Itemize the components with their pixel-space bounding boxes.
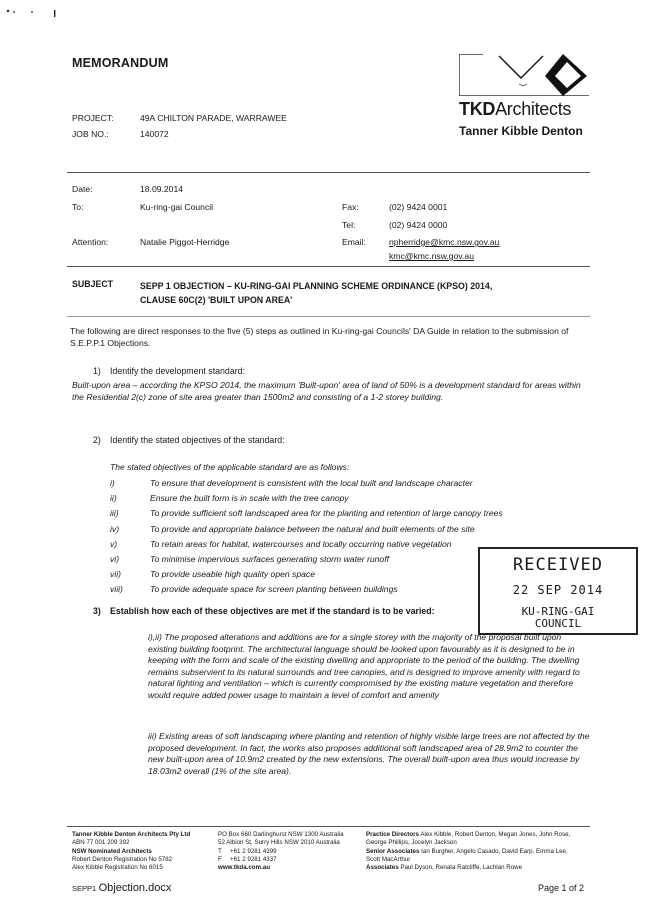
footer-col-directors: [366, 831, 596, 873]
fax-value: (02) 9424 0001: [389, 202, 448, 212]
stamp-date: 22 SEP 2014: [512, 583, 604, 597]
objective-text: To provide useable high quality open space: [150, 569, 315, 580]
step2-lead: The stated objectives of the applicable standard are as follows:: [110, 462, 350, 472]
intro-paragraph: The following are direct responses to the five (5) steps as outlined in Ku-ring-gai Councils' DA Guide in relation to the submission of S.E.P.P.1 Objections.: [70, 326, 569, 348]
footer-col-company: [72, 831, 212, 873]
memo-title: MEMORANDUM: [72, 56, 169, 70]
step1-number: 1): [93, 366, 101, 376]
footer-doc-name: Objection.docx: [98, 882, 172, 894]
stamp-council-2: COUNCIL: [534, 617, 582, 630]
objective-text: To retain areas for habitat, watercourses and locally occurring native vegetation: [150, 538, 452, 549]
step3-number: 3): [93, 606, 101, 616]
objective-text: To provide sufficient soft landscaped area for the planting and retention of large canopy trees: [150, 508, 503, 519]
email-label: Email:: [342, 237, 366, 247]
objective-number: iv): [110, 523, 120, 534]
footer-associates-names: Paul Dyson, Renata Ratcliffe, Lachlan Rowe: [400, 864, 523, 872]
footer-fax: [218, 856, 368, 864]
footer-directors: [366, 831, 596, 839]
objective-number: iii): [110, 508, 119, 519]
footer-directors-label: Practice Directors: [366, 831, 419, 838]
step1-body: Built-upon area – according the KPSO 2014, the maximum 'Built-upon' area of land of 50% is a development standard for areas within the Residential 2(c) zone of site area greater than 1500m2 and consisting of a 1-2 storey building.: [72, 380, 581, 402]
attention-label: Attention:: [72, 237, 109, 247]
objective-item: [110, 584, 398, 594]
objective-number: viii): [110, 584, 123, 595]
objective-text: To provide and appropriate balance between the natural and built elements of the site: [150, 523, 475, 534]
objective-item: [110, 539, 452, 549]
footer-abn: ABN 77 001 209 392: [72, 839, 130, 847]
footer-phone-label: T: [218, 847, 222, 855]
email-link-1[interactable]: npherridge@kmc.nsw.gov.au: [389, 237, 500, 247]
divider-mid: [67, 266, 590, 267]
stamp-council-1: KU-RING-GAI: [521, 605, 595, 618]
footer-associates: [366, 864, 596, 872]
footer-reg-1: Robert Denton Registration No 5782: [72, 856, 173, 864]
attention-value: Natalie Piggot-Herridge: [140, 237, 230, 247]
objective-item: [110, 478, 473, 488]
step2-number: 2): [93, 435, 101, 445]
date-label: Date:: [72, 184, 93, 194]
footer-divider: [67, 826, 590, 827]
objective-item: [110, 524, 475, 534]
scan-mark: [4, 8, 64, 16]
objective-text: To ensure that development is consistent with the local built and landscape character: [150, 478, 473, 488]
email-link-2[interactable]: kmc@kmc.nsw.gov.au: [389, 251, 474, 261]
objective-number: vii): [110, 569, 121, 580]
footer-phone: [218, 848, 368, 856]
subject-line-2: CLAUSE 60C(2) 'BUILT UPON AREA': [140, 295, 293, 306]
footer-address-1: PO Box 660 Darlinghurst NSW 1300 Australia: [218, 831, 344, 838]
footer-reg-2: Alex Kibble Registration No 6015: [72, 864, 163, 872]
logo-wordmark: [459, 99, 571, 121]
divider-subject: [67, 316, 590, 317]
step3-paragraph-2: iii) Existing areas of soft landscaping where planting and retention of highly visible large trees are not affected by the proposed development. In fact, the works also proposes additional soft landscaped area of 28.9m2 to counter the new built-upon area of 10.9m2 created by the new extensions. The overall built-upon area thus would increase by 18.03m2 overall (1% of the site area).: [148, 731, 590, 776]
footer-directors-names: Alex Kibble, Robert Denton, Megan Jones, John Rose,: [420, 831, 571, 838]
footer-website-link[interactable]: www.tkda.com.au: [218, 864, 271, 872]
step3-heading: Establish how each of these objectives are met if the standard is to be varied:: [110, 606, 435, 616]
objective-text: Ensure the built form is in scale with the tree canopy: [150, 493, 349, 504]
footer-senior-names: Ian Burgher, Angelo Casado, David Earp, Emma Lee,: [421, 847, 568, 855]
objective-number: ii): [110, 493, 117, 504]
project-value: 49A CHILTON PARADE, WARRAWEE: [140, 113, 287, 123]
logo-wordmark-rest: Architects: [495, 99, 572, 119]
fax-label: Fax:: [342, 202, 359, 212]
objective-item: [110, 554, 389, 564]
footer-address-2: 52 Albion St, Surry Hills NSW 2010 Australia: [218, 839, 340, 847]
objective-item: [110, 508, 503, 518]
subject-label: SUBJECT: [72, 279, 114, 289]
footer-doc-prefix: SEPP1: [72, 884, 97, 893]
objective-number: i): [110, 478, 115, 488]
footer-senior-2: Scott MacArthur: [366, 856, 411, 864]
objective-text: To provide adequate space for screen planting between buildings: [150, 584, 398, 595]
divider-top: [67, 172, 590, 173]
footer-senior: [366, 848, 596, 856]
job-value: 140072: [140, 129, 169, 139]
logo-wordmark-bold: TKD: [459, 99, 496, 119]
objective-number: v): [110, 538, 118, 549]
step3-paragraph-1: i),ii) The proposed alterations and additions are for a single storey with the majority of the proposal built upon existing building footprint. The architectural language should be looked upon favourably as it is designed to be in keeping with the form and scale of the existing dwelling and appropriate to the period of the building. The dwelling remains subservient to its natural surrounds and tree canopies, and is designed to improve amenity with regard to natural lighting and ventilation – which is currently compromised by the existing mature vegetation and therefore would require added power usage to maintain a level of comfort and amenity: [148, 632, 580, 700]
job-label: JOB NO.:: [72, 129, 109, 139]
objective-item: [110, 569, 315, 579]
stamp-received: RECEIVED: [513, 555, 603, 575]
footer-document-name: [72, 882, 171, 895]
to-label: To:: [72, 202, 84, 212]
footer-associates-label: Associates: [366, 864, 399, 872]
subject-line-1: SEPP 1 OBJECTION – KU-RING-GAI PLANNING SCHEME ORDINANCE (KPSO) 2014,: [140, 281, 493, 291]
project-label: PROJECT:: [72, 113, 114, 123]
tel-label: Tel:: [342, 220, 356, 230]
tel-value: (02) 9424 0000: [389, 220, 448, 230]
objective-text: To minimise impervious surfaces generating storm water runoff: [150, 554, 389, 564]
received-stamp: [478, 547, 638, 635]
footer-page-number: Page 1 of 2: [538, 883, 585, 893]
footer-col-contact: [218, 831, 368, 873]
footer-directors-2: George Phillips, Jocelyn Jackson: [366, 839, 457, 847]
footer-senior-label: Senior Associates: [366, 847, 420, 855]
subject-text: [140, 279, 560, 307]
tkd-logo-icon: [459, 54, 589, 96]
step1-heading: Identify the development standard:: [110, 366, 245, 376]
footer-company: Tanner Kibble Denton Architects Pty Ltd: [72, 831, 191, 838]
footer-fax-label: F: [218, 856, 222, 864]
footer-fax-value: +61 2 9281 4337: [230, 856, 277, 864]
to-value: Ku-ring-gai Council: [140, 202, 214, 212]
logo-subtitle: Tanner Kibble Denton: [459, 124, 583, 138]
footer-phone-value: +61 2 9281 4399: [230, 847, 277, 855]
objective-item: [110, 493, 349, 503]
objective-number: vi): [110, 554, 120, 564]
date-value: 18.09.2014: [140, 184, 184, 194]
footer-nominated: NSW Nominated Architects: [72, 847, 152, 855]
step2-heading: Identify the stated objectives of the standard:: [110, 435, 285, 445]
